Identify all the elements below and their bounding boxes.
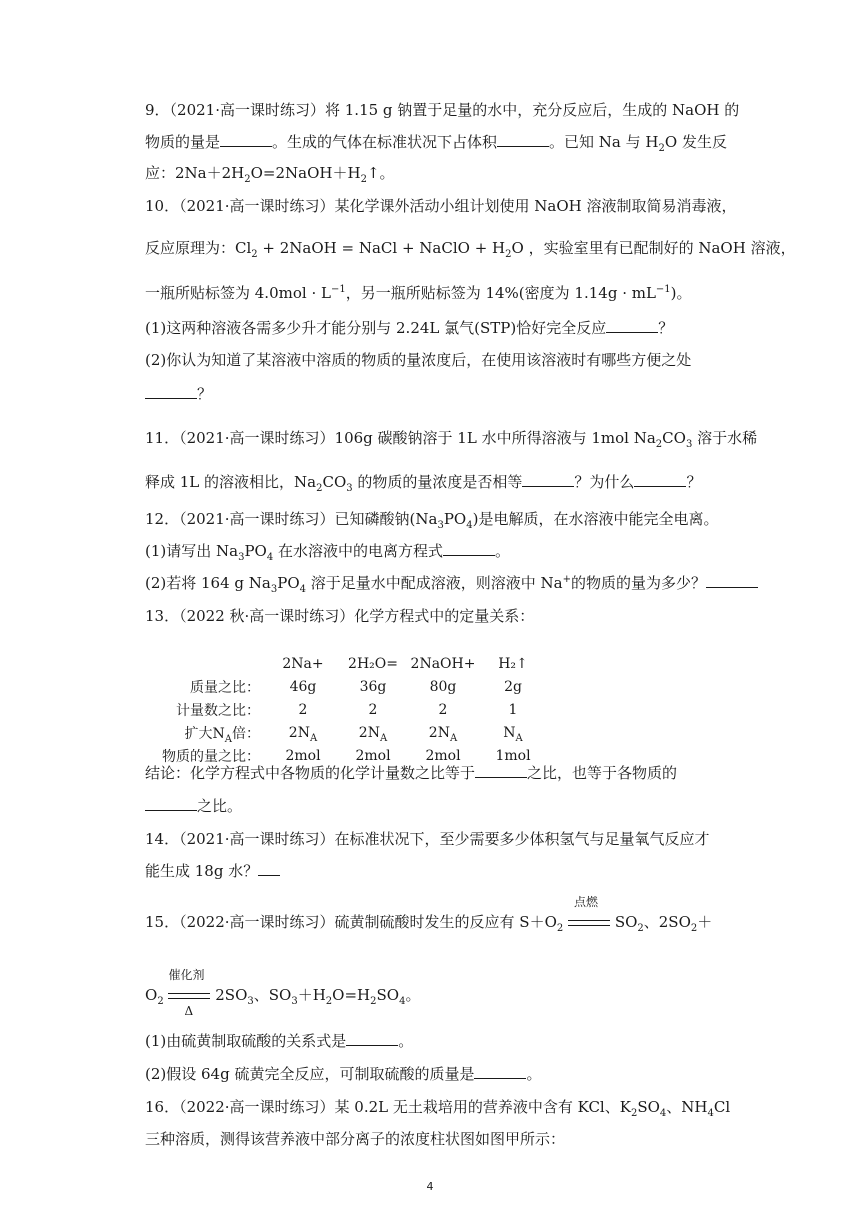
row-label: 计量数之比： [176,702,260,719]
q13-conclusion-cont: 之比。 [145,796,242,816]
q15-sub1: (1)由硫黄制取硫酸的关系式是 。 [145,1032,414,1050]
table-cell: 1 [508,701,518,718]
table-cell: 2 [438,701,448,718]
table-cell: $2N_A$ [358,724,388,744]
table-cell: 2mol [285,747,321,764]
table-cell: 36g [359,678,387,695]
row-label: 物质的量之比： [162,748,260,765]
table-cell: 2H₂O= [348,655,398,672]
q10-sub2-cont: ？ [145,384,212,404]
table-header-row [148,652,548,675]
q13-line1: 13．（2022 秋·高一课时练习）化学方程式中的定量关系： [145,607,535,625]
table-cell: 2mol [425,747,461,764]
q12-sub2: (2)若将 164 g $Na_3PO_4$ 溶于足量水中配成溶液，则溶液中 Na+的物质的量为多少？ [145,573,758,593]
q14-line2: 能生成 18g 水？ [145,861,280,881]
table-cell: $2N_A$ [288,724,318,744]
q13-conclusion: 结论：化学方程式中各物质的化学计量数之比等于 之比，也等于各物质的 [145,764,678,782]
q9-line3: 应：$2Na+2H_2O=2NaOH+H_2↑$。 [145,164,395,185]
q15-line2: $O_2$ 催化剂 Δ $2SO_3$、$SO_3+H_2O=H_2SO_4$。 [145,968,421,1018]
table-cell: 80g [429,678,457,695]
q10-line3: 一瓶所贴标签为 $4.0mol \cdot L^{-1}$，另一瓶所贴标签为 14%(密度为 $1.14g \cdot mL^{-1}$)。 [145,284,692,302]
ignition-condition: 点燃 [568,912,610,932]
table-cell: 2 [298,701,308,718]
table-cell: 2Na+ [282,655,324,672]
table-row [148,721,548,744]
q10-sub1: (1)这两种溶液各需多少升才能分别与 2.24L 氯气(STP)恰好完全反应 ？ [145,319,674,337]
q12-line1: 12．（2021·高一课时练习）已知磷酸钠$(Na_3PO_4)$是电解质，在水溶液中能完全电离。 [145,510,719,531]
table-cell: 2 [368,701,378,718]
q9-line2: 物质的量是 。生成的气体在标准状况下占体积 。已知 Na 与 $H_2O$ 发生反 [145,133,727,154]
q10-line1: 10．（2021·高一课时练习）某化学课外活动小组计划使用 NaOH 溶液制取简易消毒液， [145,197,737,215]
q15-line1: 15．（2022·高一课时练习）硫黄制硫酸时发生的反应有 $S+O_2$ 点燃 $SO_2$、$2SO_2+$ [145,895,713,934]
q11-line1: 11．（2021·高一课时练习）106g 碳酸钠溶于 1L 水中所得溶液与 1mol $Na_2CO_3$ 溶于水稀 [145,429,758,450]
q15-sub2: (2)假设 64g 硫黄完全反应，可制取硫酸的质量是 。 [145,1065,542,1083]
row-label: 质量之比： [190,679,260,696]
row-label: 扩大$N_A$倍： [184,725,260,745]
table-cell: 2g [504,678,522,695]
q12-sub1: (1)请写出 $Na_3PO_4$ 在水溶液中的电离方程式 。 [145,542,511,563]
table-cell: 1mol [495,747,531,764]
table-row [148,698,548,721]
table-cell: 2mol [355,747,391,764]
q14-line1: 14．（2021·高一课时练习）在标准状况下，至少需要多少体积氢气与足量氧气反应才 [145,830,710,848]
q10-sub2: (2)你认为知道了某溶液中溶质的物质的量浓度后，在使用该溶液时有哪些方便之处 [145,351,692,369]
q10-line2: 反应原理为：$Cl_2$ + 2NaOH = NaCl + NaClO + $H_2O$ ，实验室里有已配制好的 NaOH 溶液， [145,239,796,260]
q9-line1: 9．（2021·高一课时练习）将 1.15 g 钠置于足量的水中，充分反应后，生成的 NaOH 的 [145,101,740,119]
page-number: 4 [426,1180,434,1193]
table-cell: $N_A$ [503,724,523,744]
q11-line2: 释成 1L 的溶液相比，$Na_2CO_3$ 的物质的量浓度是否相等 ？为什么 ？ [145,473,702,494]
q16-line2: 三种溶质，测得该营养液中部分离子的浓度柱状图如图甲所示： [145,1130,566,1148]
table-row [148,675,548,698]
stoichiometry-table [148,652,548,767]
q16-line1: 16．（2022·高一课时练习）某 0.2L 无土栽培用的营养液中含有 KCl、$K_2SO_4$、$NH_4Cl$ [145,1098,731,1119]
table-cell: 46g [289,678,317,695]
table-cell: 2NaOH+ [410,655,476,672]
table-cell: H₂↑ [498,655,528,672]
catalyst-condition: 催化剂 Δ [168,985,210,1005]
table-cell: $2N_A$ [428,724,458,744]
